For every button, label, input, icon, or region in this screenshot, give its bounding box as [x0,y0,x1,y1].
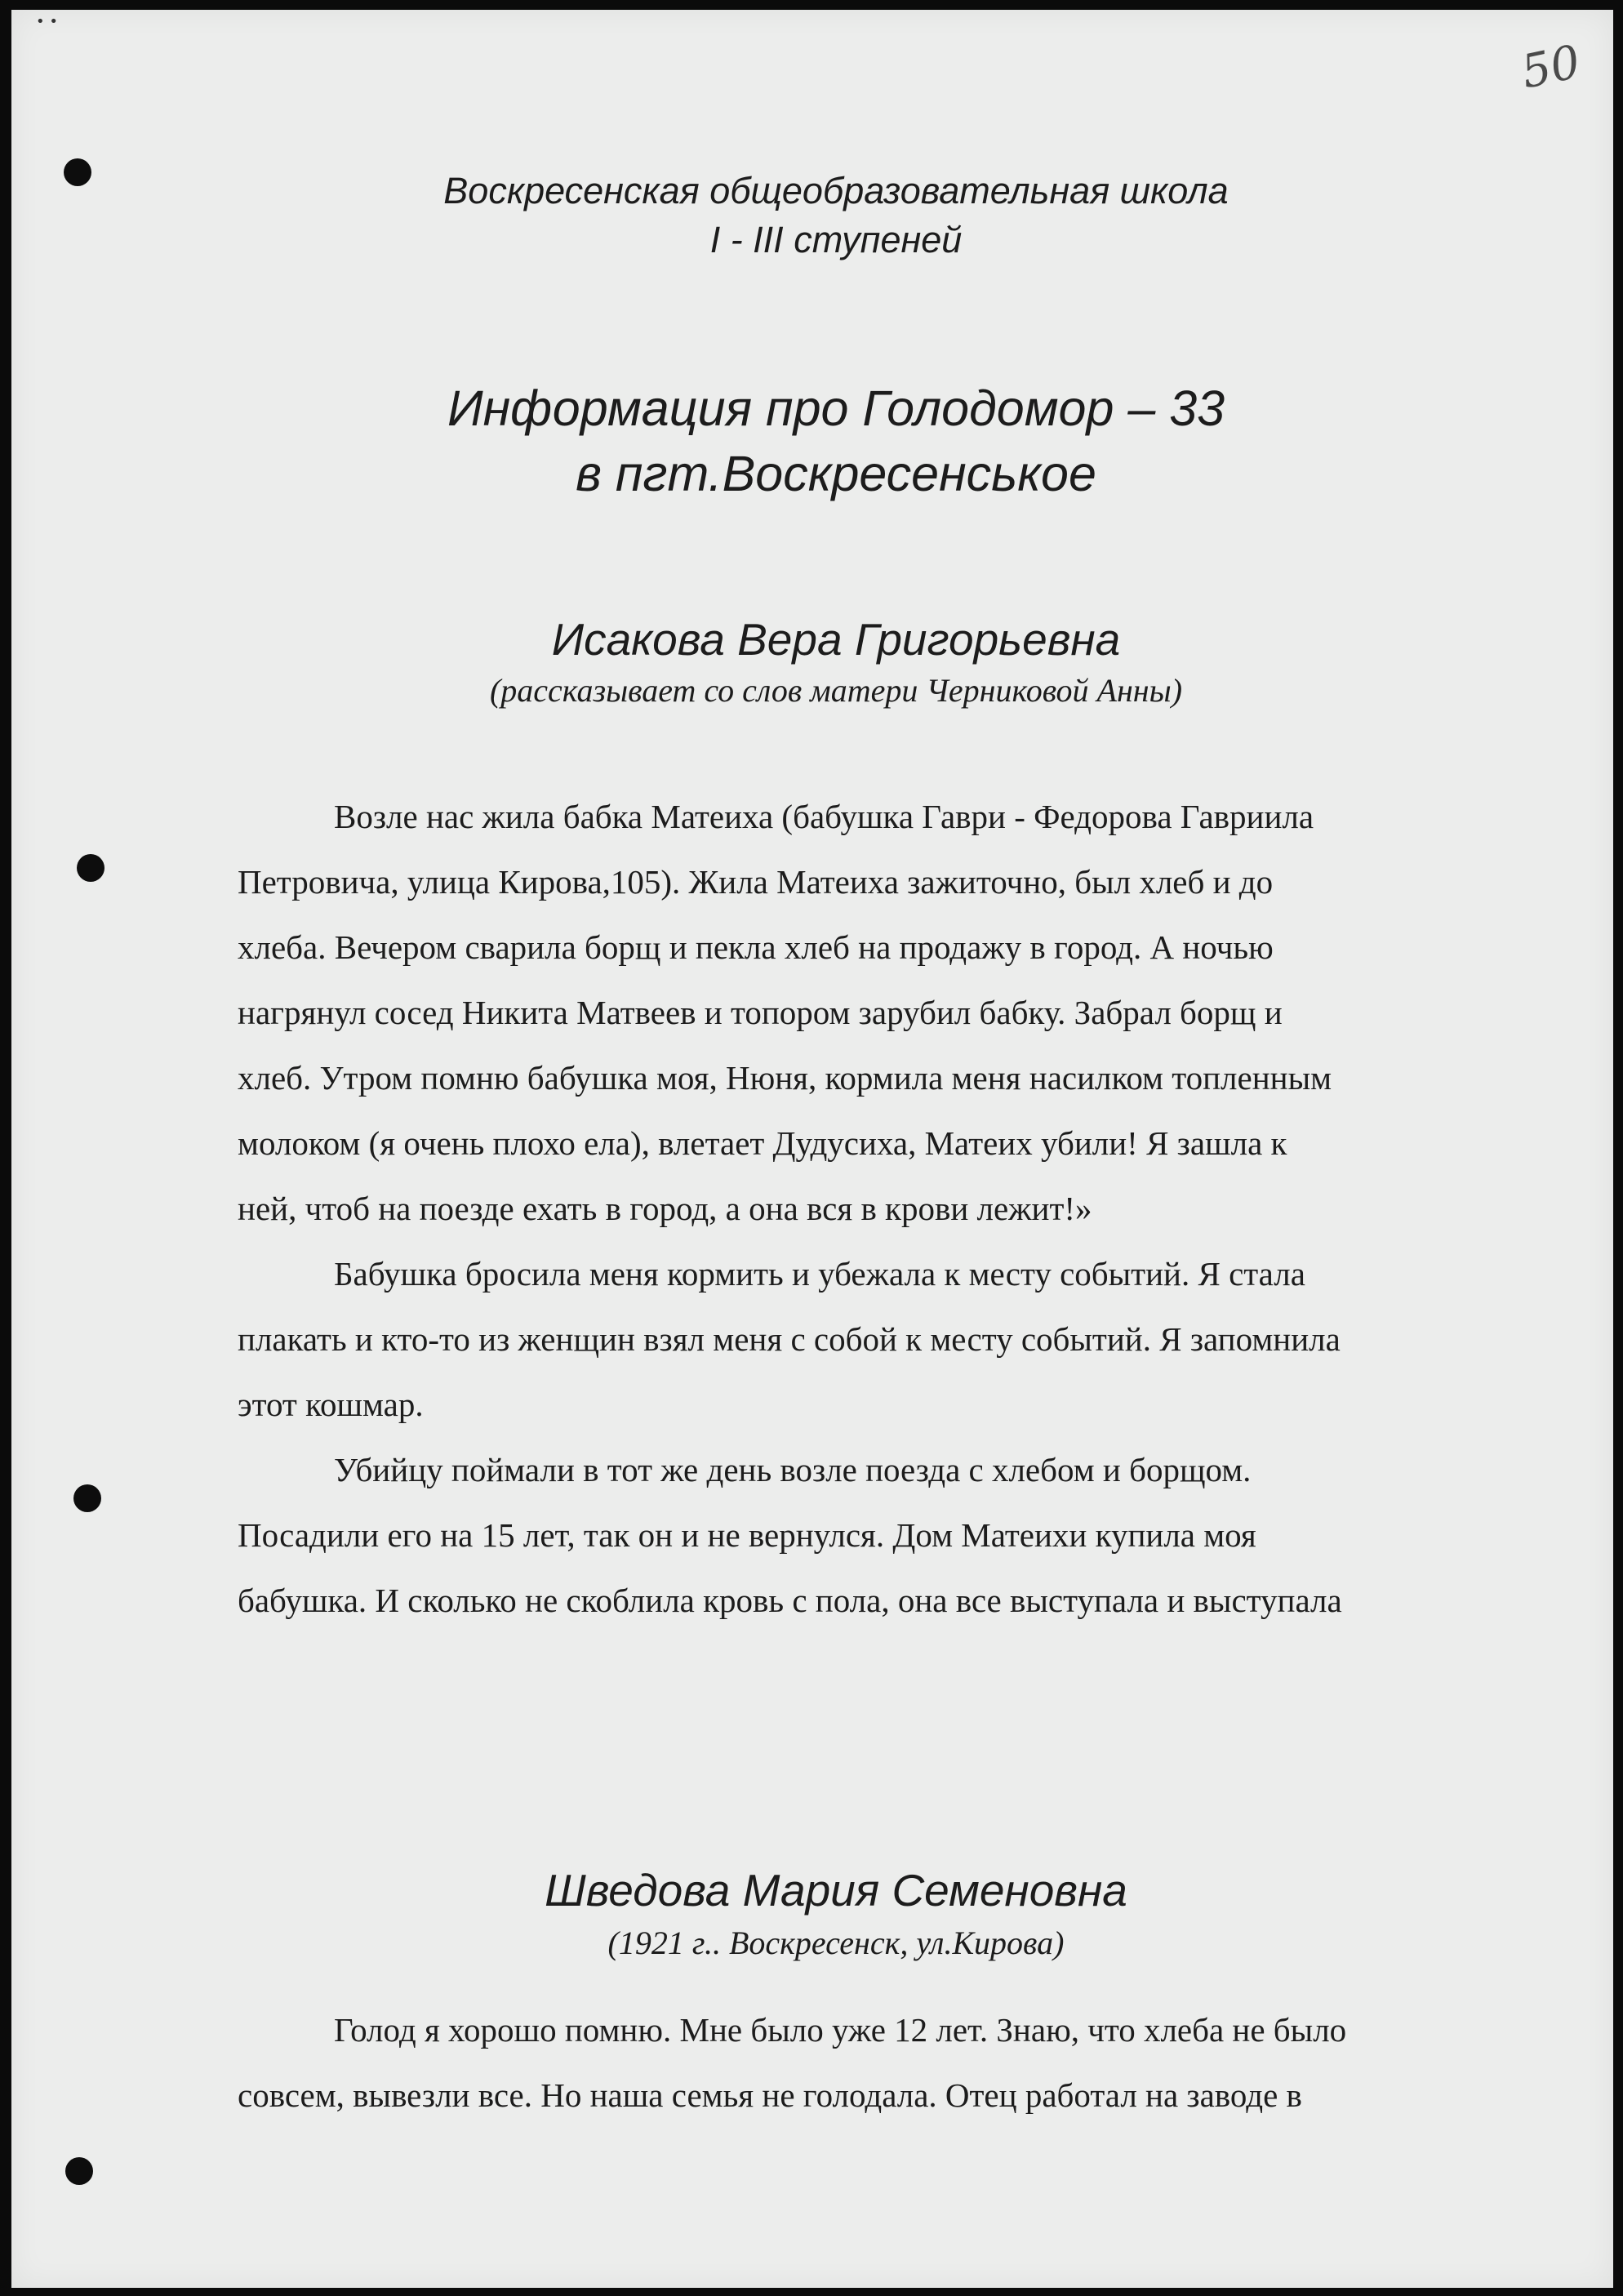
section2-author: Шведова Мария Семеновна [545,1865,1127,1916]
section1-note: (рассказывает со слов матери Черниковой Анны) [489,672,1183,709]
page-number: 50 [1517,35,1585,100]
paragraph: Бабушка бросила меня кормить и убежала к месту событий. Я стала плакать и кто-то из женщин взял меня с собой к месту событий. Я запомнила этот кошмар. [238,1255,1341,1423]
section1-text [238,784,1511,1633]
title-line-2: в пгт.Воскресенськое [576,446,1096,501]
paragraph: Возле нас жила бабка Матеиха (бабушка Гаври - Федорова Гавриила Петровича, улица Кирова,105). Жила Матеиха зажиточно, был хлеб и до хлеба. Вечером сварила борщ и пекла хлеб на продажу в город. А ночью нагрянул сосед Никита Матвеев и топором зарубил бабку. Забрал борщ и хлеб. Утром помню бабушка моя, Нюня, кормила меня насилком топленным молоком (я очень плохо ела), влетает Дудусиха, Матеих убили! Я зашла к ней, чтоб на поезде ехать в город, а она вся в крови лежит!» [238,798,1332,1227]
paragraph: Убийцу поймали в тот же день возле поезда с хлебом и борщом. Посадили его на 15 лет, так он и не вернулся. Дом Матеихи купила моя бабушка. И сколько не скоблила кровь с пола, она все выступала и выступала [238,1451,1342,1619]
school-levels: I - III ступеней [709,219,963,260]
school-name: Воскресенская общеобразовательная школа [443,170,1229,211]
punch-hole [73,1484,101,1512]
title-line-1: Информация про Голодомор – 33 [447,380,1225,436]
document-title [11,376,1613,506]
punch-hole [77,854,104,882]
section2-note: (1921 г.. Воскресенск, ул.Кирова) [607,1924,1065,1961]
paragraph: Голод я хорошо помню. Мне было уже 12 лет. Знаю, что хлеба не было совсем, вывезли все. Но наша семья не голодала. Отец работал на заводе в [238,2011,1347,2114]
section1-author: Исакова Вера Григорьевна [551,614,1121,665]
section2-text [238,1997,1511,2128]
punch-hole [65,2157,93,2185]
school-header [11,167,1613,265]
corner-mark: • • [36,13,58,30]
document-page [11,10,1613,2288]
